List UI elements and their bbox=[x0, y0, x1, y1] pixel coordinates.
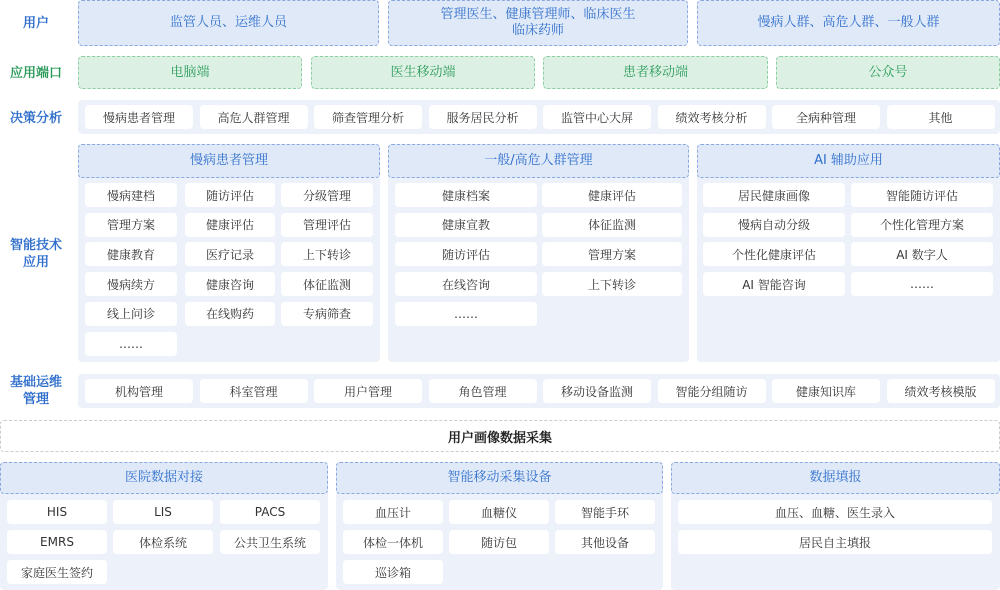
source-item[interactable]: 公共卫生系统 bbox=[220, 530, 320, 554]
smart-item[interactable]: 管理评估 bbox=[281, 213, 373, 237]
source-item[interactable]: HIS bbox=[7, 500, 107, 524]
smart-section-title: 慢病患者管理 bbox=[78, 144, 380, 178]
smart-item[interactable]: AI 数字人 bbox=[851, 242, 993, 266]
smart-item[interactable]: 智能随访评估 bbox=[851, 183, 993, 207]
decision-item[interactable]: 服务居民分析 bbox=[429, 105, 537, 129]
source-section-title: 数据填报 bbox=[671, 462, 1000, 494]
smart-item[interactable]: 随访评估 bbox=[395, 242, 537, 266]
smart-section-title: AI 辅助应用 bbox=[697, 144, 1000, 178]
source-item[interactable]: 居民自主填报 bbox=[678, 530, 992, 554]
smart-item[interactable]: 慢病自动分级 bbox=[703, 213, 845, 237]
endpoint-box[interactable]: 公众号 bbox=[776, 56, 1000, 89]
decision-item[interactable]: 高危人群管理 bbox=[200, 105, 308, 129]
ops-item[interactable]: 绩效考核模版 bbox=[887, 379, 995, 403]
user-group-box: 慢病人群、高危人群、一般人群 bbox=[697, 0, 1000, 46]
source-item[interactable]: 血压、血糖、医生录入 bbox=[678, 500, 992, 524]
smart-item[interactable]: 管理方案 bbox=[542, 242, 682, 266]
smart-item[interactable]: AI 智能咨询 bbox=[703, 272, 845, 296]
smart-item[interactable]: 医疗记录 bbox=[185, 242, 275, 266]
smart-item[interactable]: 线上问诊 bbox=[85, 302, 177, 326]
ops-item[interactable]: 机构管理 bbox=[85, 379, 193, 403]
source-item[interactable]: LIS bbox=[113, 500, 213, 524]
smart-item[interactable]: 个性化健康评估 bbox=[703, 242, 845, 266]
smart-item[interactable]: 在线咨询 bbox=[395, 272, 537, 296]
decision-item[interactable]: 监管中心大屏 bbox=[543, 105, 651, 129]
source-section-title: 智能移动采集设备 bbox=[336, 462, 663, 494]
user-group-box: 监管人员、运维人员 bbox=[78, 0, 379, 46]
ops-item[interactable]: 健康知识库 bbox=[772, 379, 880, 403]
smart-item[interactable]: 体征监测 bbox=[281, 272, 373, 296]
source-item[interactable]: 体检一体机 bbox=[343, 530, 443, 554]
source-item[interactable]: 智能手环 bbox=[555, 500, 655, 524]
endpoint-box[interactable]: 电脑端 bbox=[78, 56, 302, 89]
ops-item[interactable]: 科室管理 bbox=[200, 379, 308, 403]
ops-item[interactable]: 用户管理 bbox=[314, 379, 422, 403]
smart-item[interactable]: 分级管理 bbox=[281, 183, 373, 207]
source-item[interactable]: 血压计 bbox=[343, 500, 443, 524]
smart-item[interactable]: …… bbox=[395, 302, 537, 326]
smart-item[interactable]: 健康评估 bbox=[185, 213, 275, 237]
smart-item[interactable]: 上下转诊 bbox=[542, 272, 682, 296]
ops-item[interactable]: 智能分组随访 bbox=[658, 379, 766, 403]
source-item[interactable]: PACS bbox=[220, 500, 320, 524]
smart-item[interactable]: 体征监测 bbox=[542, 213, 682, 237]
smart-item[interactable]: 慢病建档 bbox=[85, 183, 177, 207]
row-label-ops: 基础运维 管理 bbox=[9, 375, 62, 407]
smart-item[interactable]: 健康咨询 bbox=[185, 272, 275, 296]
smart-item[interactable]: …… bbox=[851, 272, 993, 296]
smart-item[interactable]: 健康档案 bbox=[395, 183, 537, 207]
row-label-decision: 决策分析 bbox=[9, 110, 62, 126]
endpoint-box[interactable]: 医生移动端 bbox=[311, 56, 535, 89]
source-item[interactable]: 其他设备 bbox=[555, 530, 655, 554]
source-item[interactable]: 巡诊箱 bbox=[343, 560, 443, 584]
smart-item[interactable]: 随访评估 bbox=[185, 183, 275, 207]
smart-item[interactable]: 上下转诊 bbox=[281, 242, 373, 266]
smart-item[interactable]: 健康宣教 bbox=[395, 213, 537, 237]
decision-item[interactable]: 全病种管理 bbox=[772, 105, 880, 129]
ops-item[interactable]: 角色管理 bbox=[429, 379, 537, 403]
decision-item[interactable]: 绩效考核分析 bbox=[658, 105, 766, 129]
decision-item[interactable]: 其他 bbox=[887, 105, 995, 129]
smart-item[interactable]: 健康教育 bbox=[85, 242, 177, 266]
source-item[interactable]: 血糖仪 bbox=[449, 500, 549, 524]
smart-item[interactable]: 管理方案 bbox=[85, 213, 177, 237]
smart-item[interactable]: 个性化管理方案 bbox=[851, 213, 993, 237]
ops-item[interactable]: 移动设备监测 bbox=[543, 379, 651, 403]
row-label-users: 用户 bbox=[22, 15, 49, 31]
source-item[interactable]: 家庭医生签约 bbox=[7, 560, 107, 584]
source-item[interactable]: 体检系统 bbox=[113, 530, 213, 554]
source-item[interactable]: EMRS bbox=[7, 530, 107, 554]
source-item[interactable]: 随访包 bbox=[449, 530, 549, 554]
decision-item[interactable]: 慢病患者管理 bbox=[85, 105, 193, 129]
smart-item[interactable]: 专病筛查 bbox=[281, 302, 373, 326]
row-label-smart: 智能技术 应用 bbox=[9, 238, 62, 270]
smart-item[interactable]: 慢病续方 bbox=[85, 272, 177, 296]
smart-item[interactable]: 健康评估 bbox=[542, 183, 682, 207]
row-label-endpoints: 应用端口 bbox=[9, 65, 62, 81]
user-group-box: 管理医生、健康管理师、临床医生 临床药师 bbox=[388, 0, 688, 46]
endpoint-box[interactable]: 患者移动端 bbox=[543, 56, 768, 89]
collection-title: 用户画像数据采集 bbox=[0, 420, 1000, 452]
decision-item[interactable]: 筛查管理分析 bbox=[314, 105, 422, 129]
smart-item[interactable]: 居民健康画像 bbox=[703, 183, 845, 207]
source-section-title: 医院数据对接 bbox=[0, 462, 328, 494]
smart-item[interactable]: …… bbox=[85, 332, 177, 356]
smart-item[interactable]: 在线购药 bbox=[185, 302, 275, 326]
smart-section-title: 一般/高危人群管理 bbox=[388, 144, 689, 178]
